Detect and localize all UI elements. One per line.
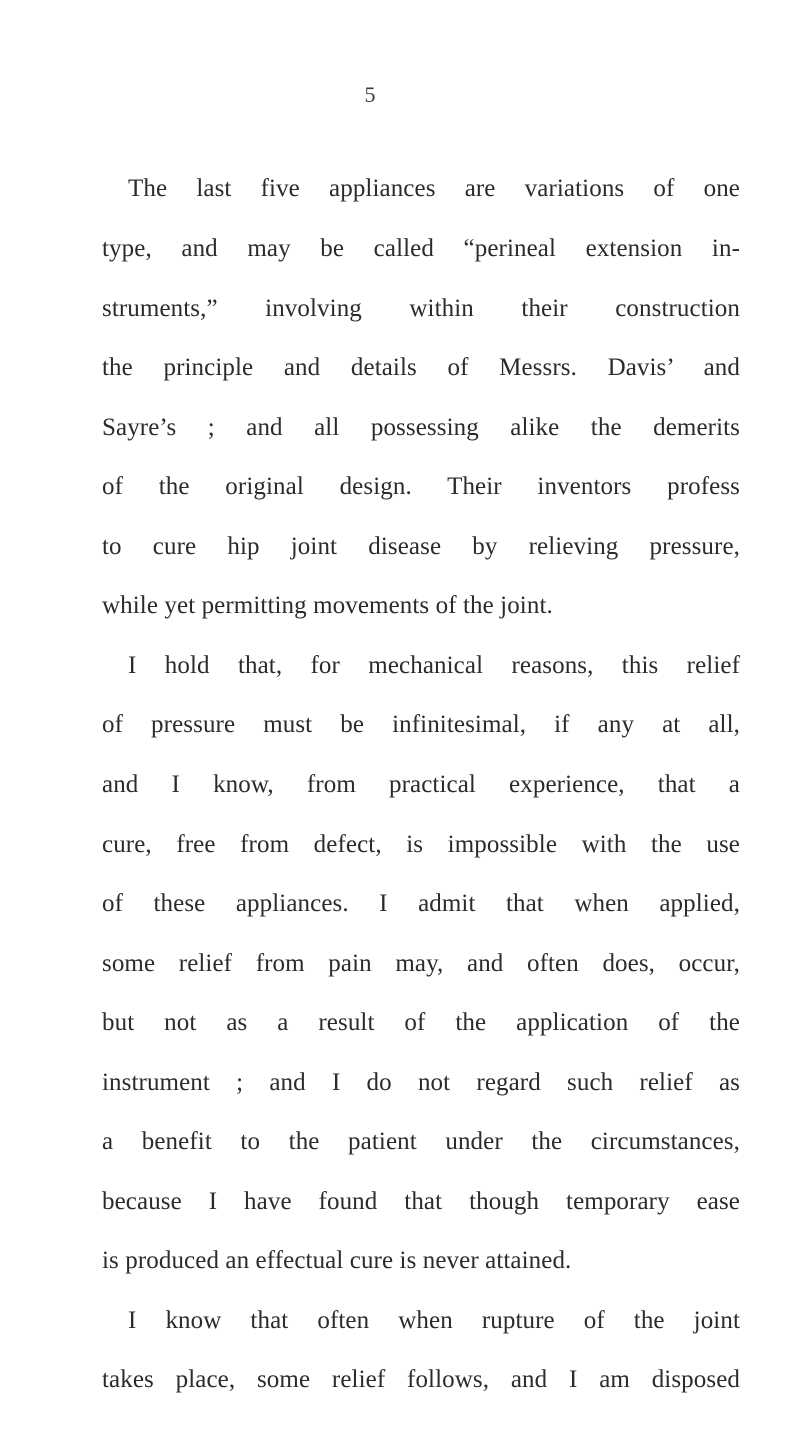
text-line: of pressure must be infinitesimal, if any at all, [102,711,740,738]
text-line: to cure hip joint disease by relieving pressure, [102,533,740,560]
text-line: struments,” involving within their construction [102,295,740,322]
text-line: type, and may be called “perineal extension in- [102,235,740,262]
text-line: I hold that, for mechanical reasons, this relief [128,652,740,679]
text-line: Sayre’s ; and all possessing alike the demerits [102,414,740,441]
text-line: because I have found that though temporary ease [102,1188,740,1215]
text-line: takes place, some relief follows, and I am disposed [102,1366,740,1393]
text-line: of these appliances. I admit that when applied, [102,890,740,917]
text-line: a benefit to the patient under the circumstances, [102,1128,740,1155]
text-line: while yet permitting movements of the joint. [102,592,553,619]
text-line: The last five appliances are variations of one [128,175,740,202]
text-line: cure, free from defect, is impossible with the use [102,831,740,858]
text-line: some relief from pain may, and often does, occur, [102,950,740,977]
text-line: I know that often when rupture of the joint [128,1307,740,1334]
page-number: 5 [364,82,376,107]
text-line: the principle and details of Messrs. Davis’ and [102,354,740,381]
text-line: of the original design. Their inventors profess [102,473,740,500]
text-line: and I know, from practical experience, that a [102,771,740,798]
text-line: is produced an effectual cure is never attained. [102,1247,572,1274]
text-line: but not as a result of the application of the [102,1009,740,1036]
text-line: instrument ; and I do not regard such relief as [102,1069,740,1096]
